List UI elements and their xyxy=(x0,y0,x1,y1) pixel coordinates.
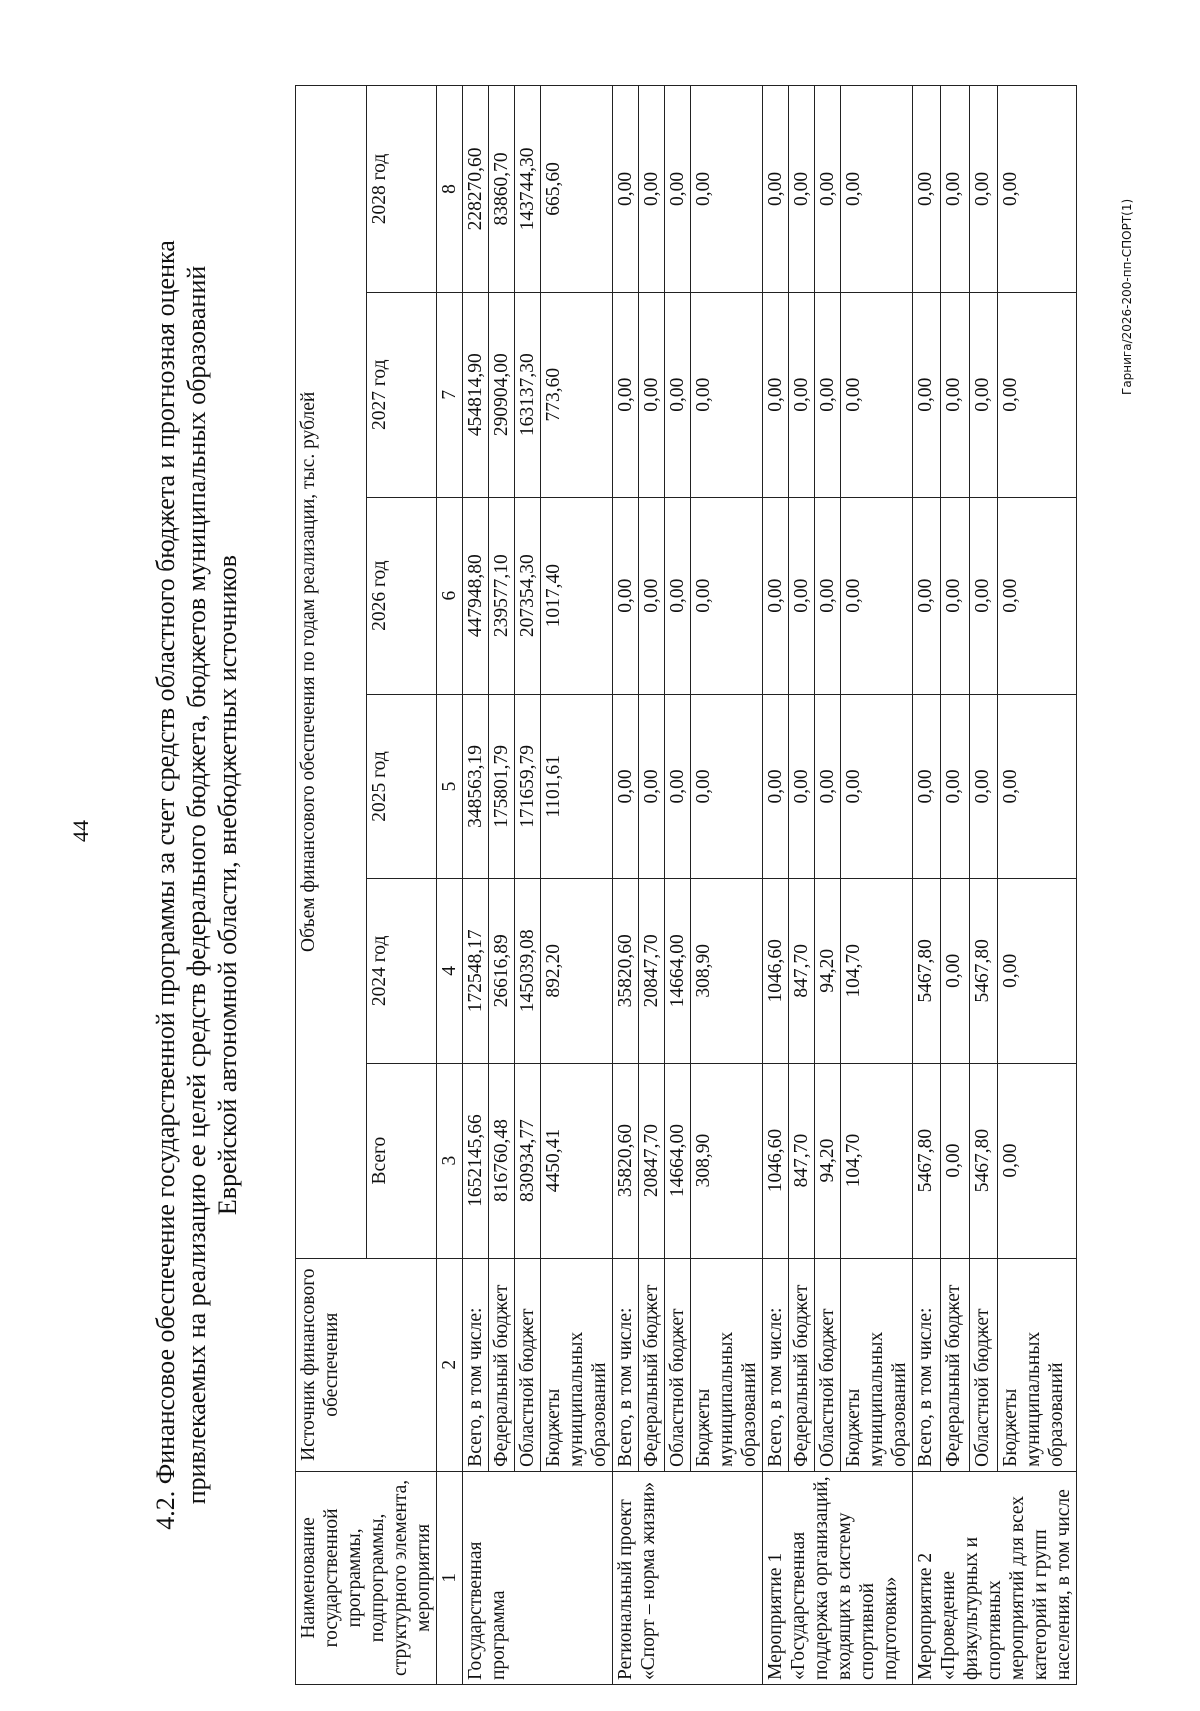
amount-cell: 0,00 xyxy=(763,292,789,497)
funding-source: Бюджеты муниципальных образований xyxy=(541,1258,613,1471)
table-row xyxy=(489,86,515,1685)
funding-source: Федеральный бюджет xyxy=(489,1258,515,1471)
amount-cell: 0,00 xyxy=(665,86,691,293)
amount-cell: 20847,70 xyxy=(639,1063,665,1258)
amount-cell: 0,00 xyxy=(763,694,789,878)
header-year: 2027 год xyxy=(366,292,437,497)
amount-cell: 14664,00 xyxy=(665,1063,691,1258)
amount-cell: 454814,90 xyxy=(463,292,489,497)
amount-cell: 0,00 xyxy=(841,86,913,293)
amount-cell: 0,00 xyxy=(639,694,665,878)
amount-cell: 207354,30 xyxy=(515,497,541,694)
table-row xyxy=(913,86,941,1685)
funding-source: Федеральный бюджет xyxy=(789,1258,815,1471)
funding-source: Областной бюджет xyxy=(665,1258,691,1471)
amount-cell: 0,00 xyxy=(841,292,913,497)
amount-cell: 94,20 xyxy=(815,879,841,1063)
amount-cell: 0,00 xyxy=(691,497,763,694)
funding-source: Бюджеты муниципальных образований xyxy=(998,1258,1077,1471)
financing-table-body xyxy=(463,86,1077,1685)
amount-cell: 0,00 xyxy=(913,292,941,497)
amount-cell: 175801,79 xyxy=(489,694,515,878)
amount-cell: 0,00 xyxy=(763,86,789,293)
row-group-name: Региональный проект «Спорт – норма жизни» xyxy=(613,1471,763,1684)
rotated-page-content xyxy=(120,85,1170,1685)
header-year: 2026 год xyxy=(366,497,437,694)
column-index: 6 xyxy=(437,497,463,694)
amount-cell: 0,00 xyxy=(941,879,969,1063)
title-line-3: Еврейской автономной области, внебюджетных источников xyxy=(213,554,242,1216)
section-title xyxy=(150,85,243,1685)
amount-cell: 83860,70 xyxy=(489,86,515,293)
amount-cell: 0,00 xyxy=(789,694,815,878)
column-index-row xyxy=(437,86,463,1685)
table-row xyxy=(463,86,489,1685)
amount-cell: 0,00 xyxy=(639,86,665,293)
amount-cell: 0,00 xyxy=(613,86,639,293)
header-source: Источник финансового обеспечения xyxy=(296,1258,437,1471)
amount-cell: 0,00 xyxy=(941,292,969,497)
table-row xyxy=(998,86,1077,1685)
row-group-name: Мероприятие 1 «Государственная поддержка организаций, входящих в систему спортивной подготовки» xyxy=(763,1471,913,1684)
funding-source: Всего, в том числе: xyxy=(463,1258,489,1471)
amount-cell: 0,00 xyxy=(613,694,639,878)
amount-cell: 0,00 xyxy=(969,86,997,293)
table-row xyxy=(789,86,815,1685)
amount-cell: 145039,08 xyxy=(515,879,541,1063)
table-row xyxy=(841,86,913,1685)
amount-cell: 172548,17 xyxy=(463,879,489,1063)
amount-cell: 0,00 xyxy=(998,879,1077,1063)
amount-cell: 163137,30 xyxy=(515,292,541,497)
amount-cell: 5467,80 xyxy=(969,1063,997,1258)
amount-cell: 0,00 xyxy=(639,292,665,497)
funding-source: Всего, в том числе: xyxy=(763,1258,789,1471)
title-line-2: привлекаемых на реализацию ее целей средств федерального бюджета, бюджетов муниципальных образований xyxy=(182,265,211,1505)
amount-cell: 143744,30 xyxy=(515,86,541,293)
amount-cell: 0,00 xyxy=(789,86,815,293)
amount-cell: 348563,19 xyxy=(463,694,489,878)
amount-cell: 0,00 xyxy=(969,497,997,694)
funding-source: Областной бюджет xyxy=(815,1258,841,1471)
amount-cell: 847,70 xyxy=(789,1063,815,1258)
amount-cell: 308,90 xyxy=(691,1063,763,1258)
amount-cell: 0,00 xyxy=(998,86,1077,293)
amount-cell: 816760,48 xyxy=(489,1063,515,1258)
amount-cell: 1046,60 xyxy=(763,1063,789,1258)
header-volume: Объем финансового обеспечения по годам реализации, тыс. рублей xyxy=(296,86,367,1259)
amount-cell: 171659,79 xyxy=(515,694,541,878)
table-row xyxy=(763,86,789,1685)
page-number: 44 xyxy=(68,820,93,842)
amount-cell: 35820,60 xyxy=(613,879,639,1063)
amount-cell: 0,00 xyxy=(998,292,1077,497)
amount-cell: 0,00 xyxy=(841,694,913,878)
column-index: 5 xyxy=(437,694,463,878)
column-index: 7 xyxy=(437,292,463,497)
row-group-name: Государственная программа xyxy=(463,1471,613,1684)
amount-cell: 308,90 xyxy=(691,879,763,1063)
financing-table xyxy=(295,85,1077,1685)
amount-cell: 0,00 xyxy=(815,292,841,497)
funding-source: Областной бюджет xyxy=(515,1258,541,1471)
table-row xyxy=(969,86,997,1685)
funding-source: Федеральный бюджет xyxy=(941,1258,969,1471)
amount-cell: 1101,61 xyxy=(541,694,613,878)
table-row xyxy=(639,86,665,1685)
title-line-1: 4.2. Финансовое обеспечение государственной программы за счет средств областного бюджета и прогнозная оценка xyxy=(151,240,180,1530)
row-group-name: Мероприятие 2 «Проведение физкультурных и спортивных мероприятий для всех категорий и групп населения, в том числе xyxy=(913,1471,1077,1684)
amount-cell: 665,60 xyxy=(541,86,613,293)
column-index: 3 xyxy=(437,1063,463,1258)
amount-cell: 0,00 xyxy=(998,1063,1077,1258)
amount-cell: 104,70 xyxy=(841,879,913,1063)
funding-source: Всего, в том числе: xyxy=(913,1258,941,1471)
amount-cell: 0,00 xyxy=(815,694,841,878)
amount-cell: 94,20 xyxy=(815,1063,841,1258)
amount-cell: 0,00 xyxy=(815,497,841,694)
column-index: 2 xyxy=(437,1258,463,1471)
amount-cell: 0,00 xyxy=(998,694,1077,878)
amount-cell: 0,00 xyxy=(998,497,1077,694)
header-year: 2028 год xyxy=(366,86,437,293)
amount-cell: 0,00 xyxy=(691,292,763,497)
amount-cell: 26616,89 xyxy=(489,879,515,1063)
amount-cell: 35820,60 xyxy=(613,1063,639,1258)
amount-cell: 0,00 xyxy=(789,292,815,497)
amount-cell: 0,00 xyxy=(969,694,997,878)
amount-cell: 892,20 xyxy=(541,879,613,1063)
header-year: 2025 год xyxy=(366,694,437,878)
amount-cell: 0,00 xyxy=(665,497,691,694)
table-row xyxy=(613,86,639,1685)
amount-cell: 447948,80 xyxy=(463,497,489,694)
header-name: Наименование государственной программы, подпрограммы, структурного элемента, мероприятия xyxy=(296,1471,437,1684)
amount-cell: 773,60 xyxy=(541,292,613,497)
amount-cell: 1017,40 xyxy=(541,497,613,694)
amount-cell: 14664,00 xyxy=(665,879,691,1063)
amount-cell: 0,00 xyxy=(613,497,639,694)
amount-cell: 0,00 xyxy=(763,497,789,694)
amount-cell: 0,00 xyxy=(941,694,969,878)
amount-cell: 0,00 xyxy=(913,694,941,878)
amount-cell: 0,00 xyxy=(815,86,841,293)
amount-cell: 0,00 xyxy=(941,497,969,694)
amount-cell: 1046,60 xyxy=(763,879,789,1063)
funding-source: Бюджеты муниципальных образований xyxy=(691,1258,763,1471)
amount-cell: 0,00 xyxy=(913,497,941,694)
amount-cell: 0,00 xyxy=(941,1063,969,1258)
table-row xyxy=(515,86,541,1685)
amount-cell: 830934,77 xyxy=(515,1063,541,1258)
table-row xyxy=(941,86,969,1685)
table-row xyxy=(541,86,613,1685)
amount-cell: 0,00 xyxy=(665,292,691,497)
amount-cell: 290904,00 xyxy=(489,292,515,497)
funding-source: Всего, в том числе: xyxy=(613,1258,639,1471)
document-code: Гарнига/2026-200-пп-СПОРТ(1) xyxy=(1120,198,1134,395)
table-row xyxy=(665,86,691,1685)
table-row xyxy=(691,86,763,1685)
header-total: Всего xyxy=(366,1063,437,1258)
amount-cell: 0,00 xyxy=(613,292,639,497)
amount-cell: 0,00 xyxy=(691,86,763,293)
amount-cell: 20847,70 xyxy=(639,879,665,1063)
amount-cell: 0,00 xyxy=(665,694,691,878)
header-row-1 xyxy=(296,86,367,1685)
header-year: 2024 год xyxy=(366,879,437,1063)
amount-cell: 0,00 xyxy=(691,694,763,878)
table-row xyxy=(815,86,841,1685)
amount-cell: 228270,60 xyxy=(463,86,489,293)
column-index: 8 xyxy=(437,86,463,293)
amount-cell: 0,00 xyxy=(841,497,913,694)
amount-cell: 4450,41 xyxy=(541,1063,613,1258)
amount-cell: 0,00 xyxy=(789,497,815,694)
amount-cell: 0,00 xyxy=(941,86,969,293)
funding-source: Федеральный бюджет xyxy=(639,1258,665,1471)
amount-cell: 0,00 xyxy=(913,86,941,293)
amount-cell: 239577,10 xyxy=(489,497,515,694)
amount-cell: 5467,80 xyxy=(913,1063,941,1258)
funding-source: Областной бюджет xyxy=(969,1258,997,1471)
amount-cell: 847,70 xyxy=(789,879,815,1063)
column-index: 4 xyxy=(437,879,463,1063)
amount-cell: 5467,80 xyxy=(969,879,997,1063)
amount-cell: 5467,80 xyxy=(913,879,941,1063)
amount-cell: 1652145,66 xyxy=(463,1063,489,1258)
amount-cell: 0,00 xyxy=(639,497,665,694)
column-index: 1 xyxy=(437,1471,463,1684)
amount-cell: 104,70 xyxy=(841,1063,913,1258)
funding-source: Бюджеты муниципальных образований xyxy=(841,1258,913,1471)
amount-cell: 0,00 xyxy=(969,292,997,497)
